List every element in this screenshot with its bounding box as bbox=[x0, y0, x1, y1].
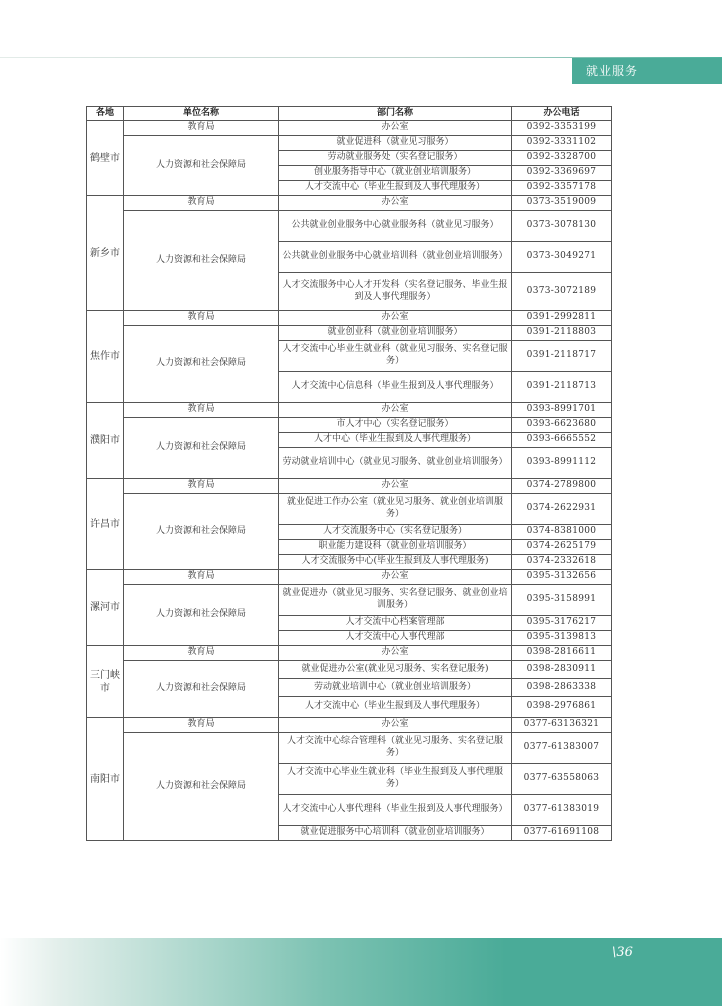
phone-cell: 0373-3049271 bbox=[512, 242, 612, 273]
department-cell: 就业促进办（就业见习服务、实名登记服务、就业创业培训服务） bbox=[279, 585, 512, 616]
region-cell: 新乡市 bbox=[87, 196, 124, 311]
phone-cell: 0395-3158991 bbox=[512, 585, 612, 616]
department-cell: 办公室 bbox=[279, 121, 512, 136]
department-cell: 公共就业创业服务中心就业培训科（就业创业培训服务） bbox=[279, 242, 512, 273]
department-cell: 劳动就业培训中心（就业创业培训服务） bbox=[279, 679, 512, 697]
unit-cell: 人力资源和社会保障局 bbox=[124, 136, 279, 196]
department-cell: 办公室 bbox=[279, 479, 512, 494]
department-cell: 人才交流中心信息科（毕业生报到及人事代理服务） bbox=[279, 372, 512, 403]
phone-cell: 0391-2992811 bbox=[512, 311, 612, 326]
phone-cell: 0377-61691108 bbox=[512, 826, 612, 841]
col-header-department: 部门名称 bbox=[279, 107, 512, 121]
table-row bbox=[87, 326, 612, 341]
phone-cell: 0373-3519009 bbox=[512, 196, 612, 211]
department-cell: 人才交流服务中心(毕业生报到及人事代理服务) bbox=[279, 555, 512, 570]
section-title: 就业服务 bbox=[586, 64, 639, 78]
phone-cell: 0392-3328700 bbox=[512, 151, 612, 166]
phone-cell: 0374-2625179 bbox=[512, 540, 612, 555]
phone-cell: 0392-3331102 bbox=[512, 136, 612, 151]
phone-cell: 0391-2118713 bbox=[512, 372, 612, 403]
department-cell: 办公室 bbox=[279, 570, 512, 585]
department-cell: 劳动就业培训中心（就业见习服务、就业创业培训服务） bbox=[279, 448, 512, 479]
department-cell: 公共就业创业服务中心就业服务科（就业见习服务） bbox=[279, 211, 512, 242]
table-row bbox=[87, 418, 612, 433]
unit-cell: 人力资源和社会保障局 bbox=[124, 661, 279, 718]
table-row bbox=[87, 661, 612, 679]
col-header-unit: 单位名称 bbox=[124, 107, 279, 121]
phone-cell: 0374-8381000 bbox=[512, 525, 612, 540]
department-cell: 就业促进工作办公室（就业见习服务、就业创业培训服务） bbox=[279, 494, 512, 525]
department-cell: 办公室 bbox=[279, 718, 512, 733]
region-cell: 三门峡市 bbox=[87, 646, 124, 718]
region-cell: 许昌市 bbox=[87, 479, 124, 570]
unit-cell: 人力资源和社会保障局 bbox=[124, 211, 279, 311]
phone-cell: 0395-3176217 bbox=[512, 616, 612, 631]
department-cell: 就业促进办公室(就业见习服务、实名登记服务) bbox=[279, 661, 512, 679]
department-cell: 人才中心（毕业生报到及人事代理服务） bbox=[279, 433, 512, 448]
table-row bbox=[87, 403, 612, 418]
contact-directory-table bbox=[86, 106, 612, 841]
phone-cell: 0373-3078130 bbox=[512, 211, 612, 242]
phone-cell: 0377-61383019 bbox=[512, 795, 612, 826]
phone-cell: 0395-3139813 bbox=[512, 631, 612, 646]
department-cell: 办公室 bbox=[279, 403, 512, 418]
phone-cell: 0398-2830911 bbox=[512, 661, 612, 679]
unit-cell: 教育局 bbox=[124, 403, 279, 418]
department-cell: 人才交流服务中心（实名登记服务） bbox=[279, 525, 512, 540]
department-cell: 就业创业科（就业创业培训服务） bbox=[279, 326, 512, 341]
department-cell: 职业能力建设科（就业创业培训服务） bbox=[279, 540, 512, 555]
table-header-row bbox=[87, 107, 612, 121]
phone-cell: 0398-2976861 bbox=[512, 697, 612, 718]
phone-cell: 0392-3357178 bbox=[512, 181, 612, 196]
unit-cell: 教育局 bbox=[124, 570, 279, 585]
phone-cell: 0393-6665552 bbox=[512, 433, 612, 448]
department-cell: 就业促进科（就业见习服务） bbox=[279, 136, 512, 151]
phone-cell: 0393-8991112 bbox=[512, 448, 612, 479]
unit-cell: 人力资源和社会保障局 bbox=[124, 494, 279, 570]
department-cell: 办公室 bbox=[279, 646, 512, 661]
department-cell: 人才交流服务中心人才开发科（实名登记服务、毕业生报到及人事代理服务） bbox=[279, 273, 512, 311]
table-row bbox=[87, 121, 612, 136]
unit-cell: 教育局 bbox=[124, 718, 279, 733]
table-row bbox=[87, 494, 612, 525]
phone-cell: 0393-6623680 bbox=[512, 418, 612, 433]
table-body bbox=[87, 121, 612, 841]
unit-cell: 人力资源和社会保障局 bbox=[124, 585, 279, 646]
unit-cell: 教育局 bbox=[124, 196, 279, 211]
phone-cell: 0374-2622931 bbox=[512, 494, 612, 525]
table-row bbox=[87, 733, 612, 764]
department-cell: 人才交流中心（毕业生报到及人事代理服务） bbox=[279, 697, 512, 718]
department-cell: 人才交流中心档案管理部 bbox=[279, 616, 512, 631]
unit-cell: 人力资源和社会保障局 bbox=[124, 326, 279, 403]
department-cell: 人才交流中心毕业生就业科（毕业生报到及人事代理服务） bbox=[279, 764, 512, 795]
phone-cell: 0377-63136321 bbox=[512, 718, 612, 733]
department-cell: 人才交流中心综合管理科（就业见习服务、实名登记服务） bbox=[279, 733, 512, 764]
table-row bbox=[87, 196, 612, 211]
phone-cell: 0377-61383007 bbox=[512, 733, 612, 764]
phone-cell: 0398-2863338 bbox=[512, 679, 612, 697]
unit-cell: 教育局 bbox=[124, 479, 279, 494]
department-cell: 劳动就业服务处（实名登记服务） bbox=[279, 151, 512, 166]
page-number: \36 bbox=[612, 945, 633, 960]
department-cell: 市人才中心（实名登记服务） bbox=[279, 418, 512, 433]
department-cell: 人才交流中心人事代理科（毕业生报到及人事代理服务） bbox=[279, 795, 512, 826]
phone-cell: 0391-2118717 bbox=[512, 341, 612, 372]
department-cell: 人才交流中心（毕业生报到及人事代理服务） bbox=[279, 181, 512, 196]
department-cell: 就业促进服务中心培训科（就业创业培训服务） bbox=[279, 826, 512, 841]
phone-cell: 0393-8991701 bbox=[512, 403, 612, 418]
region-cell: 南阳市 bbox=[87, 718, 124, 841]
unit-cell: 人力资源和社会保障局 bbox=[124, 733, 279, 841]
department-cell: 人才交流中心人事代理部 bbox=[279, 631, 512, 646]
phone-cell: 0392-3353199 bbox=[512, 121, 612, 136]
unit-cell: 教育局 bbox=[124, 646, 279, 661]
phone-cell: 0374-2789800 bbox=[512, 479, 612, 494]
table-row bbox=[87, 718, 612, 733]
table-row bbox=[87, 646, 612, 661]
region-cell: 鹤壁市 bbox=[87, 121, 124, 196]
col-header-region: 各地 bbox=[87, 107, 124, 121]
phone-cell: 0395-3132656 bbox=[512, 570, 612, 585]
phone-cell: 0398-2816611 bbox=[512, 646, 612, 661]
phone-cell: 0391-2118803 bbox=[512, 326, 612, 341]
col-header-phone: 办公电话 bbox=[512, 107, 612, 121]
phone-cell: 0373-3072189 bbox=[512, 273, 612, 311]
unit-cell: 教育局 bbox=[124, 311, 279, 326]
table-row bbox=[87, 136, 612, 151]
phone-cell: 0377-63558063 bbox=[512, 764, 612, 795]
region-cell: 濮阳市 bbox=[87, 403, 124, 479]
table-row bbox=[87, 570, 612, 585]
table-row bbox=[87, 211, 612, 242]
table-row bbox=[87, 311, 612, 326]
section-title-tab bbox=[572, 58, 722, 84]
table-row bbox=[87, 479, 612, 494]
region-cell: 焦作市 bbox=[87, 311, 124, 403]
phone-cell: 0374-2332618 bbox=[512, 555, 612, 570]
department-cell: 人才交流中心毕业生就业科（就业见习服务、实名登记服务） bbox=[279, 341, 512, 372]
table-row bbox=[87, 585, 612, 616]
unit-cell: 教育局 bbox=[124, 121, 279, 136]
department-cell: 创业服务指导中心（就业创业培训服务） bbox=[279, 166, 512, 181]
region-cell: 漯河市 bbox=[87, 570, 124, 646]
department-cell: 办公室 bbox=[279, 311, 512, 326]
unit-cell: 人力资源和社会保障局 bbox=[124, 418, 279, 479]
phone-cell: 0392-3369697 bbox=[512, 166, 612, 181]
department-cell: 办公室 bbox=[279, 196, 512, 211]
